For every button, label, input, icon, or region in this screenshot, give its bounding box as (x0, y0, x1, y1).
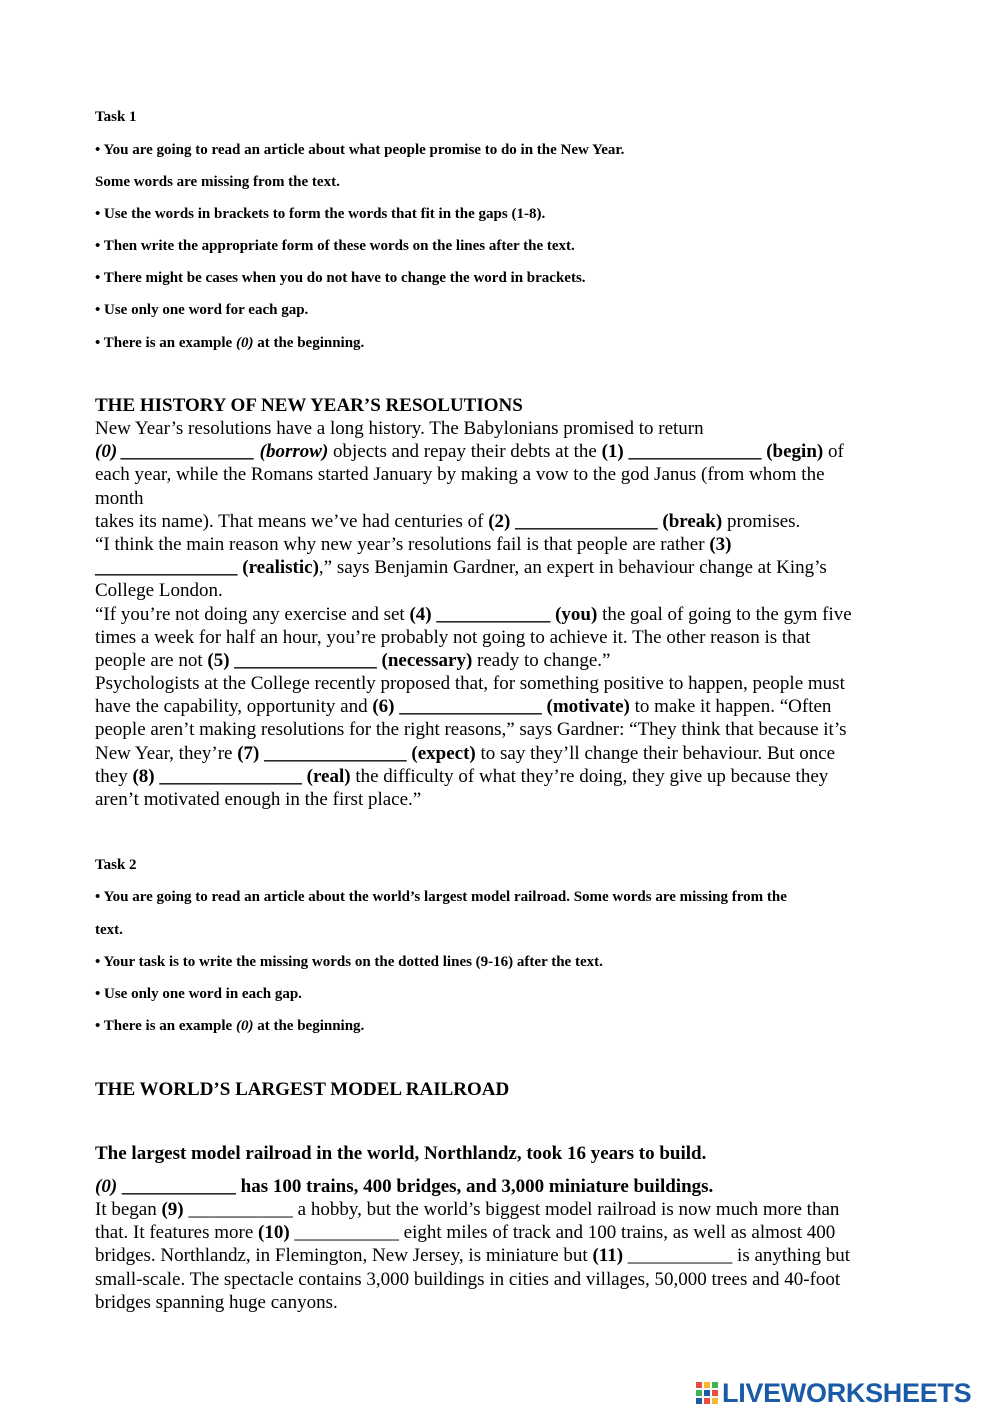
liveworksheets-logo (695, 1378, 971, 1408)
example-text-after: at the beginning. (253, 1018, 365, 1034)
task2-instruction-3: • Your task is to write the missing words on the dotted lines (9-16) after the text. (95, 954, 603, 970)
gap-8[interactable]: (8) _______________ (real) (132, 765, 351, 787)
gap-1[interactable]: (1) ______________ (begin) (601, 441, 824, 463)
task1-instruction-5: • There might be cases when you do not have to change the word in brackets. (95, 270, 586, 286)
gap-2[interactable]: (2) _______________ (break) (488, 510, 723, 532)
gap-example: (0) ______________ (95, 441, 260, 463)
gap-7[interactable]: (7) _______________ (expect) (237, 742, 476, 764)
task1-label: Task 1 (95, 109, 137, 125)
article-line: New Year’s resolutions have a long history. The Babylonians promised to return (95, 418, 704, 439)
article-line: that. It features more (10) ___________ eight miles of track and 100 trains, as well as almost 400 (95, 1222, 836, 1244)
example-text-after: at the beginning. (253, 335, 365, 351)
example-marker: (0) (235, 335, 254, 351)
article-line: bridges spanning huge canyons. (95, 1291, 338, 1313)
liveworksheets-logo-icon (695, 1381, 719, 1405)
article-line: small-scale. The spectacle contains 3,000 buildings in cities and villages, 50,000 trees and 40-foot (95, 1268, 841, 1290)
article-line: “I think the main reason why new year’s resolutions fail is that people are rather (3) (95, 533, 732, 555)
article-line: (0) ______________ (borrow) objects and repay their debts at the (1) ______________ (begin) of (95, 441, 844, 463)
article-line: times a week for half an hour, you’re probably not going to achieve it. The other reason is that (95, 626, 811, 648)
gap-3[interactable]: _______________ (realistic) (95, 557, 319, 579)
gap-6[interactable]: (6) _______________ (motivate) (372, 696, 630, 718)
task1-instruction-3: • Use the words in brackets to form the words that fit in the gaps (1-8). (95, 206, 546, 222)
article-line: people are not (5) _______________ (necessary) ready to change.” (95, 649, 611, 671)
article-line: bridges. Northlandz, in Flemington, New Jersey, is miniature but (11) ___________ is anything but (95, 1245, 850, 1267)
gap-9[interactable]: (9) (161, 1199, 184, 1220)
article-line: takes its name). That means we’ve had centuries of (2) _______________ (break) promises. (95, 510, 801, 532)
task2-article (95, 1198, 910, 1314)
gap-10[interactable]: (10) (258, 1222, 290, 1244)
task2-instruction-4: • Use only one word in each gap. (95, 986, 302, 1002)
task2-instruction-2: text. (95, 922, 123, 938)
article-line: New Year, they’re (7) _______________ (expect) to say they’ll change their behaviour. But once (95, 742, 836, 764)
article-line: have the capability, opportunity and (6) _______________ (motivate) to make it happen. “Often (95, 696, 832, 718)
task1-instruction-4: • Then write the appropriate form of these words on the lines after the text. (95, 238, 575, 254)
gap-11[interactable]: (11) (592, 1245, 624, 1267)
task2-article-title: THE WORLD’S LARGEST MODEL RAILROAD (95, 1079, 510, 1100)
article-line: aren’t motivated enough in the first place.” (95, 789, 422, 810)
gap-5[interactable]: (5) _______________ (necessary) (207, 649, 473, 671)
task2-example-sentence: (0) ____________ has 100 trains, 400 bridges, and 3,000 miniature buildings. (95, 1176, 714, 1197)
article-line: month (95, 487, 144, 509)
task2-instruction-example (95, 1017, 364, 1035)
article-line: they (8) _______________ (real) the difficulty of what they’re doing, they give up because they (95, 765, 829, 787)
article-line: College London. (95, 580, 223, 602)
article-line: Psychologists at the College recently proposed that, for something positive to happen, people must (95, 673, 845, 695)
gap-4[interactable]: (4) ____________ (you) (409, 603, 598, 625)
article-line: It began (9) ___________ a hobby, but the world’s biggest model railroad is now much more than (95, 1199, 840, 1220)
task1-instruction-6: • Use only one word for each gap. (95, 302, 309, 318)
article-line: each year, while the Romans started January by making a vow to the god Janus (from whom the (95, 464, 825, 486)
task1-article-title: THE HISTORY OF NEW YEAR’S RESOLUTIONS (95, 395, 523, 416)
article-line: “If you’re not doing any exercise and set (4) ____________ (you) the goal of going to the gym five (95, 603, 852, 625)
task2-lead-sentence: The largest model railroad in the world, Northlandz, took 16 years to build. (95, 1143, 707, 1164)
task1-article (95, 417, 910, 811)
example-marker: (0) (95, 1176, 118, 1197)
example-marker: (0) (235, 1018, 254, 1034)
gap-example-word: (borrow) (259, 441, 329, 463)
task2-instruction-1: • You are going to read an article about the world’s largest model railroad. Some words are missing from the (95, 889, 787, 905)
task2-label: Task 2 (95, 857, 137, 873)
example-text-before: • There is an example (95, 1018, 236, 1034)
task1-instruction-1: • You are going to read an article about what people promise to do in the New Year. (95, 142, 625, 158)
article-line: _______________ (realistic),” says Benjamin Gardner, an expert in behaviour change at King’s (95, 557, 827, 579)
example-text-before: • There is an example (95, 335, 236, 351)
article-line: people aren’t making resolutions for the right reasons,” says Gardner: “They think that because it’s (95, 719, 847, 741)
gap-3-number: (3) (709, 533, 732, 555)
liveworksheets-logo-text: LIVEWORKSHEETS (722, 1378, 972, 1408)
task1-instruction-example (95, 334, 364, 352)
task1-instruction-2: Some words are missing from the text. (95, 174, 340, 190)
